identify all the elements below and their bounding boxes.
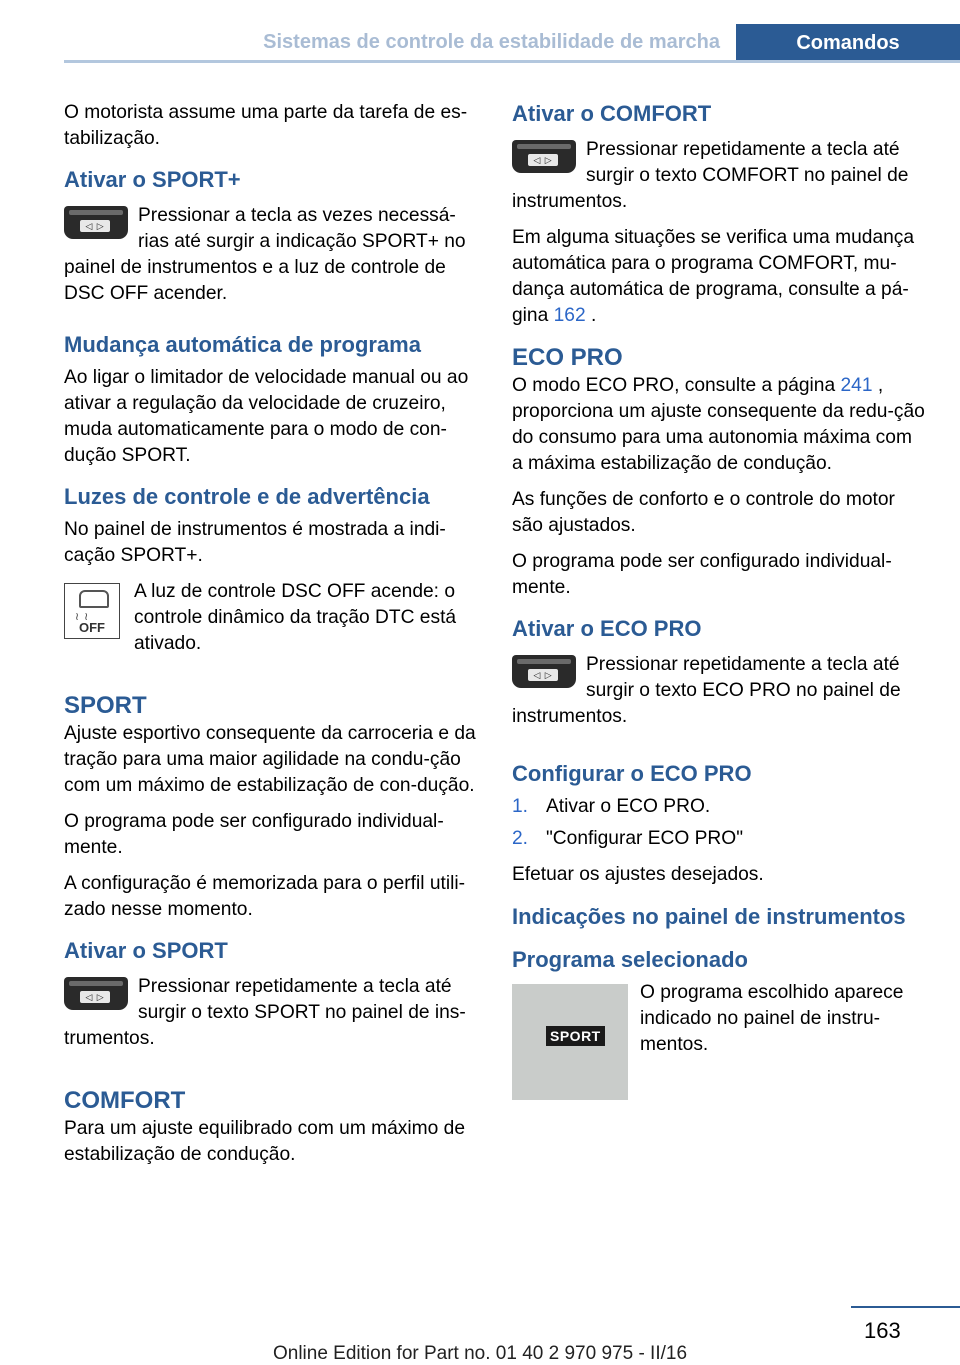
driving-mode-button-icon	[512, 140, 576, 173]
auto-change-text: Ao ligar o limitador de velocidade manual ou ao ativar a regulação da velocidade de cruzeiro, muda automaticamente para o modo de con‐dução SPORT.	[64, 367, 469, 466]
page-number: 163	[864, 1318, 901, 1343]
eco-p1-a: O modo ECO PRO, consulte a página	[512, 375, 841, 396]
eco-p3: O programa pode ser configurado individual‐mente.	[512, 551, 892, 598]
eco-config-steps	[512, 794, 926, 852]
heading-configure-eco-pro: Configurar o ECO PRO	[512, 761, 752, 786]
header-rule	[64, 60, 960, 63]
step-text: "Configurar ECO PRO"	[546, 828, 744, 849]
selected-program-text: O programa escolhido aparece indicado no painel de instru‐mentos.	[640, 982, 904, 1055]
comfort-text: Para um ajuste equilibrado com um máximo de estabilização de condução.	[64, 1118, 465, 1165]
comfort-activate-block	[512, 134, 926, 225]
sport-p1: Ajuste esportivo consequente da carroceria e da tração para uma maior agilidade na condu‐ção com um máximo de estabilização de con‐dução.	[64, 723, 476, 796]
heading-comfort: COMFORT	[64, 1087, 186, 1114]
eco-activate-block	[512, 649, 926, 740]
intro-paragraph: O motorista assume uma parte da tarefa de es‐tabilização.	[64, 102, 468, 149]
dsc-off-icon	[64, 583, 120, 639]
lights-text: No painel de instrumentos é mostrada a indi‐cação SPORT+.	[64, 519, 446, 566]
arrow-keys-icon: ◁ ▷	[528, 154, 558, 166]
auto-switch-text	[512, 225, 926, 329]
arrow-keys-icon: ◁ ▷	[80, 220, 110, 232]
step-number: 2.	[512, 828, 529, 849]
dsc-off-text: A luz de controle DSC OFF acende: o controle dinâmico da tração DTC está ativado.	[134, 581, 457, 654]
eco-p1	[512, 373, 926, 477]
heading-activate-sportplus: Ativar o SPORT+	[64, 167, 241, 192]
arrow-keys-icon: ◁ ▷	[80, 991, 110, 1003]
driving-mode-button-icon	[512, 655, 576, 688]
heading-activate-sport: Ativar o SPORT	[64, 938, 228, 963]
page-link-241[interactable]: 241	[840, 375, 873, 396]
auto-switch-text-a: Em alguma situações se verifica uma mudança automática para o programa COMFORT, mu‐dança automática de programa, consulte a pá‐gina	[512, 227, 915, 326]
arrow-keys-icon: ◁ ▷	[528, 669, 558, 681]
sport-activate-block	[64, 971, 480, 1062]
header-section-title: Sistemas de controle da estabilidade de marcha	[263, 31, 720, 53]
skid-lines-icon: ≀ ≀	[75, 611, 90, 623]
eco-p1-b: , proporciona um ajuste consequente da redu‐ção do consumo para uma autonomia máxima com a máxima estabilização de condução.	[512, 375, 925, 474]
footer-edition: Online Edition for Part no. 01 40 2 970 975 - II/16	[272, 1343, 688, 1364]
selected-program-block	[512, 980, 926, 1108]
sport-p2: O programa pode ser configurado individual‐mente.	[64, 811, 444, 858]
instrument-display-image	[512, 984, 628, 1100]
page-link-162[interactable]: 162	[553, 305, 586, 326]
sport-activate-text: Pressionar repetidamente a tecla até surgir o texto SPORT no painel de ins‐trumentos.	[64, 976, 466, 1049]
driving-mode-button-icon	[64, 206, 128, 239]
header-chapter-tab: Comandos	[736, 24, 960, 63]
heading-auto-change: Mudança automática de programa	[64, 332, 421, 357]
heading-selected-program: Programa selecionado	[512, 947, 748, 972]
sportplus-block	[64, 200, 480, 317]
heading-lights: Luzes de controle e de advertência	[64, 484, 430, 509]
sport-p3: A configuração é memorizada para o perfil utili‐zado nesse momento.	[64, 873, 466, 920]
comfort-activate-text: Pressionar repetidamente a tecla até surgir o texto COMFORT no painel de instrumentos.	[512, 139, 909, 212]
step-number: 1.	[512, 796, 529, 817]
heading-sport: SPORT	[64, 692, 147, 719]
dsc-off-label: OFF	[79, 620, 105, 635]
page-number-rule	[851, 1306, 960, 1308]
auto-switch-text-b: .	[585, 305, 597, 326]
eco-config-after: Efetuar os ajustes desejados.	[512, 864, 764, 885]
driving-mode-button-icon	[64, 977, 128, 1010]
heading-activate-comfort: Ativar o COMFORT	[512, 101, 712, 126]
sportplus-text: Pressionar a tecla as vezes necessá‐rias até surgir a indicação SPORT+ no painel de instrumentos e a luz de controle de DSC OFF acender.	[64, 205, 466, 304]
heading-indications: Indicações no painel de instrumentos	[512, 904, 906, 929]
right-column	[512, 100, 926, 1108]
dsc-off-block	[64, 579, 480, 667]
step-text: Ativar o ECO PRO.	[546, 796, 711, 817]
eco-activate-text: Pressionar repetidamente a tecla até surgir o texto ECO PRO no painel de instrumentos.	[512, 654, 901, 727]
heading-activate-eco-pro: Ativar o ECO PRO	[512, 616, 702, 641]
heading-eco-pro: ECO PRO	[512, 344, 623, 371]
car-icon	[79, 590, 109, 608]
list-item	[512, 826, 926, 852]
eco-p2: As funções de conforto e o controle do motor são ajustados.	[512, 489, 895, 536]
list-item	[512, 794, 926, 820]
left-column	[64, 100, 480, 1178]
sport-badge: SPORT	[546, 1026, 605, 1046]
